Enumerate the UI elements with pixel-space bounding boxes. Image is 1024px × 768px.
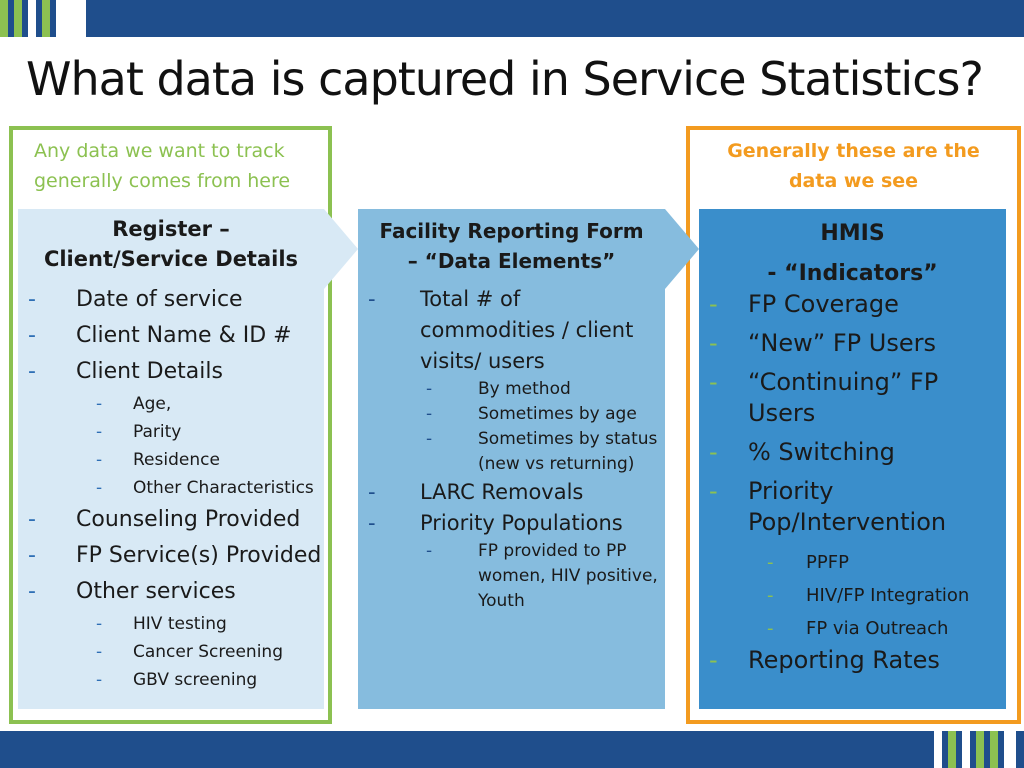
stripe: [28, 0, 36, 37]
list-item-text: % Switching: [748, 438, 895, 466]
list-item: [28, 318, 324, 354]
bullet-dash: -: [96, 642, 103, 662]
bullet-dash: -: [28, 579, 36, 604]
stripe: [0, 0, 8, 37]
list-item: [368, 402, 658, 427]
list-item: [368, 284, 658, 377]
bullet-dash: -: [28, 359, 36, 384]
stripe: [948, 731, 956, 768]
bullet-dash: -: [28, 323, 36, 348]
bullet-dash: -: [426, 379, 433, 399]
list-item-text: Total # of commodities / client visits/ users: [420, 287, 634, 373]
list-item-text: FP via Outreach: [806, 618, 949, 639]
bullet-dash: -: [28, 507, 36, 532]
stripe: [976, 731, 984, 768]
list-item-text: FP Coverage: [748, 290, 899, 318]
facility-list: [368, 284, 658, 614]
list-item-text: Sometimes by status (new vs returning): [478, 429, 658, 474]
hmis-list: [709, 289, 1006, 684]
bullet-dash: -: [96, 478, 103, 498]
bullet-dash: -: [96, 394, 103, 414]
list-item-text: HIV testing: [133, 614, 227, 634]
list-item: [709, 328, 1006, 359]
list-item: [368, 508, 658, 539]
bottom-stripes: [934, 731, 1016, 768]
list-item: [28, 446, 324, 474]
hmis-heading-line2: - “Indicators”: [767, 261, 938, 286]
list-item: [709, 367, 1006, 429]
stripe: [1004, 731, 1016, 768]
stripe: [962, 731, 970, 768]
right-note: Generally these are the data we see: [727, 140, 980, 192]
list-item-text: GBV screening: [133, 670, 258, 690]
left-note: Any data we want to track generally comes from here: [34, 140, 291, 192]
bullet-dash: -: [96, 670, 103, 690]
slide-title: What data is captured in Service Statistics?: [26, 52, 983, 106]
list-item: [28, 638, 324, 666]
arrow-right-icon: [665, 209, 699, 289]
bullet-dash: -: [709, 368, 718, 396]
bullet-dash: -: [709, 290, 718, 318]
bullet-dash: -: [96, 614, 103, 634]
list-item: [28, 390, 324, 418]
list-item-text: “Continuing” FP Users: [748, 368, 939, 427]
list-item: [368, 427, 658, 477]
stripe: [42, 0, 50, 37]
list-item-text: PPFP: [806, 552, 849, 573]
list-item-text: Date of service: [76, 287, 243, 312]
list-item: [28, 282, 324, 318]
list-item: [368, 477, 658, 508]
list-item-text: Priority Populations: [420, 511, 623, 535]
stripe: [14, 0, 22, 37]
list-item: [368, 377, 658, 402]
list-item-text: “New” FP Users: [748, 329, 936, 357]
bullet-dash: -: [96, 422, 103, 442]
hmis-heading: [699, 214, 1006, 294]
arrow-right-icon: [324, 209, 358, 289]
bottom-bar: [0, 731, 1024, 768]
list-item-text: Reporting Rates: [748, 646, 940, 674]
list-item-text: FP provided to PP women, HIV positive, Youth: [478, 541, 658, 611]
top-stripes: [0, 0, 86, 37]
list-item-text: LARC Removals: [420, 480, 584, 504]
stripe: [934, 731, 942, 768]
list-item-text: By method: [478, 379, 571, 399]
list-item: [28, 418, 324, 446]
bullet-dash: -: [368, 511, 376, 535]
top-bar: [0, 0, 1024, 37]
list-item-text: Other Characteristics: [133, 478, 314, 498]
list-item: [709, 579, 1006, 612]
facility-heading-line2: – “Data Elements”: [407, 249, 616, 273]
list-item: [28, 502, 324, 538]
register-list: [28, 282, 324, 694]
hmis-heading-line1: HMIS: [820, 221, 885, 246]
list-item-text: Other services: [76, 579, 236, 604]
list-item-text: Client Name & ID #: [76, 323, 292, 348]
list-item: [709, 546, 1006, 579]
list-item-text: Cancer Screening: [133, 642, 283, 662]
list-item: [709, 645, 1006, 676]
list-item: [368, 539, 658, 614]
list-item: [709, 289, 1006, 320]
bullet-dash: -: [767, 585, 774, 606]
register-heading-line2: Client/Service Details: [43, 247, 299, 271]
list-item: [709, 476, 1006, 538]
bullet-dash: -: [426, 429, 433, 449]
stripe: [990, 731, 998, 768]
list-item-text: Sometimes by age: [478, 404, 637, 424]
list-item-text: Age,: [133, 394, 172, 414]
bullet-dash: -: [767, 618, 774, 639]
bullet-dash: -: [709, 477, 718, 505]
register-heading-line1: Register –: [112, 217, 230, 241]
bullet-dash: -: [28, 287, 36, 312]
bullet-dash: -: [96, 450, 103, 470]
list-item-text: FP Service(s) Provided: [76, 543, 322, 568]
list-item: [28, 574, 324, 610]
list-item-text: Counseling Provided: [76, 507, 301, 532]
bullet-dash: -: [28, 543, 36, 568]
bullet-dash: -: [709, 646, 718, 674]
bullet-dash: -: [709, 329, 718, 357]
bullet-dash: -: [767, 552, 774, 573]
list-item-text: Client Details: [76, 359, 223, 384]
list-item-text: HIV/FP Integration: [806, 585, 970, 606]
bullet-dash: -: [426, 404, 433, 424]
list-item: [28, 538, 324, 574]
stripe: [56, 0, 86, 37]
list-item-text: Parity: [133, 422, 182, 442]
list-item: [709, 437, 1006, 468]
bullet-dash: -: [709, 438, 718, 466]
list-item-text: Residence: [133, 450, 220, 470]
bullet-dash: -: [426, 541, 433, 561]
facility-heading: [358, 216, 665, 276]
list-item: [28, 610, 324, 638]
list-item-text: Priority Pop/Intervention: [748, 477, 947, 536]
list-item: [28, 474, 324, 502]
bullet-dash: -: [368, 480, 376, 504]
bullet-dash: -: [368, 287, 376, 311]
facility-heading-line1: Facility Reporting Form: [379, 219, 644, 243]
list-item: [709, 612, 1006, 645]
list-item: [28, 354, 324, 390]
list-item: [28, 666, 324, 694]
register-heading: [18, 214, 324, 274]
